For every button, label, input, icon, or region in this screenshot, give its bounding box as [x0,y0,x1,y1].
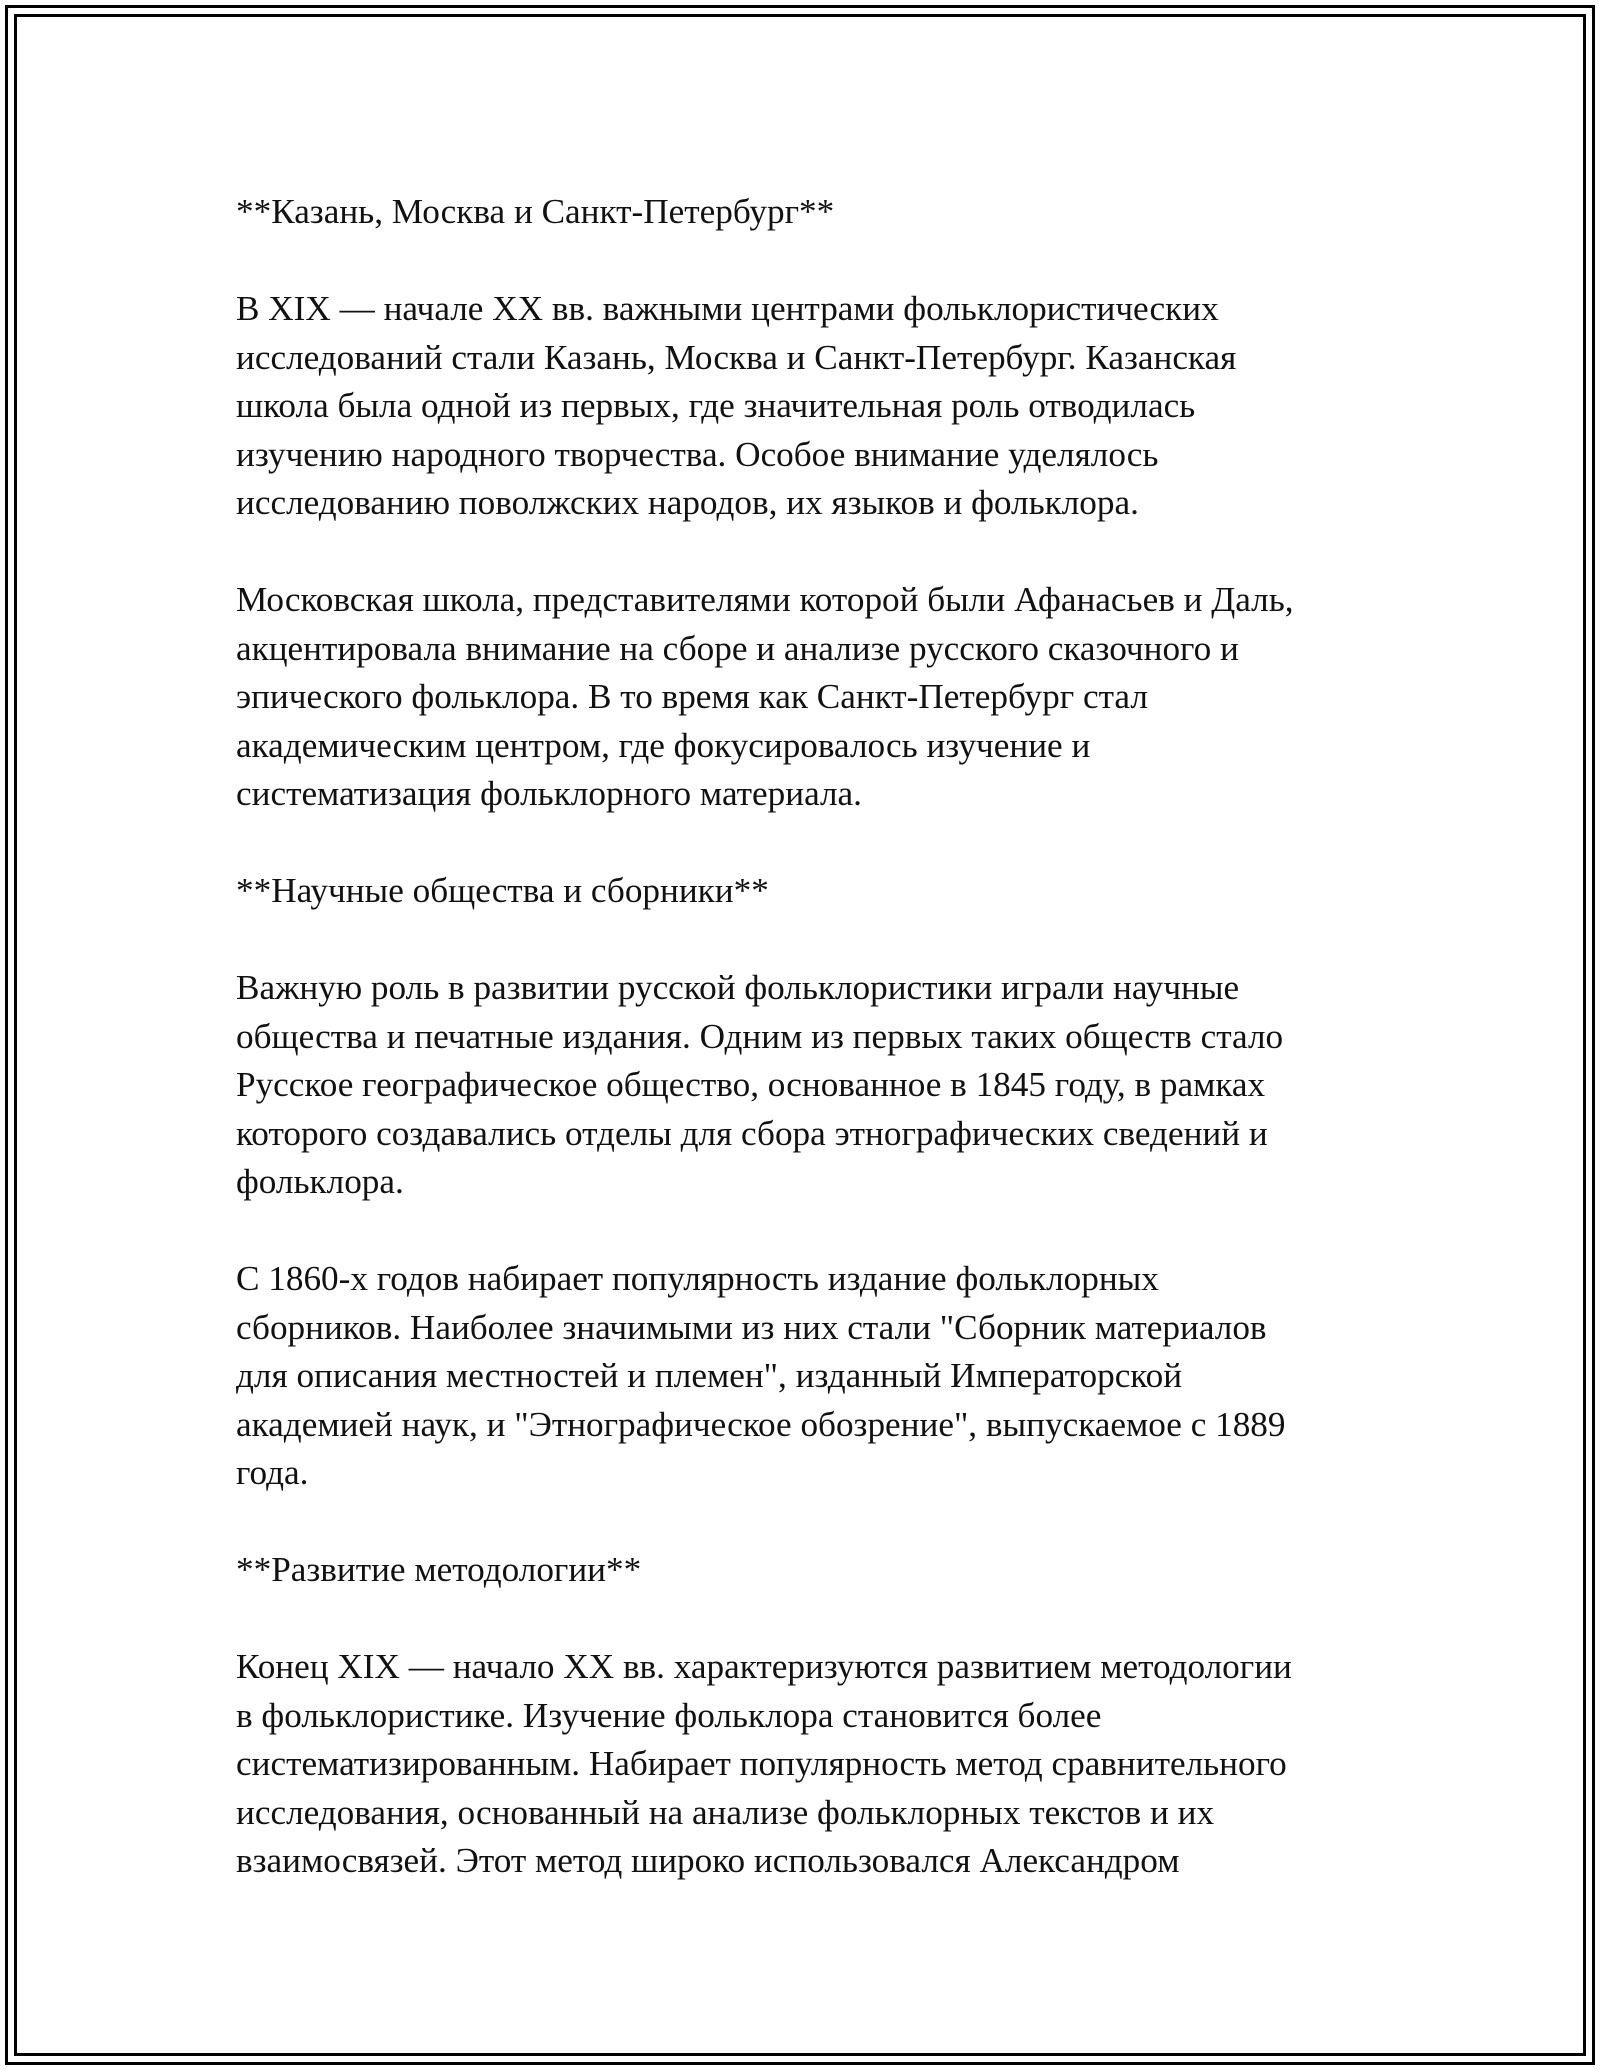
text-line: акцентировала внимание на сборе и анализе русского сказочного и [236,628,1239,668]
heading-line: **Развитие методологии** [236,1550,642,1589]
text-line: С 1860-х годов набирает популярность издание фольклорных [236,1259,1159,1298]
paragraph-gap [236,1498,1406,1547]
text-line: систематизация фольклорного материала. [236,774,862,813]
paragraph-gap [236,1595,1406,1644]
text-line: сборников. Наиболее значимыми из них стали "Сборник материалов [236,1307,1267,1347]
text-line: для описания местностей и племен", изданный Императорской [236,1356,1183,1395]
text-line: исследований стали Казань, Москва и Санкт-Петербург. Казанская [236,337,1237,377]
text-line: Русское географическое общество, основанное в 1845 году, в рамках [236,1065,1266,1104]
text-line: исследованию поволжских народов, их языков и фольклора. [236,483,1139,522]
text-line: Конец XIX — начало XX вв. характеризуются развитием методологии [236,1647,1292,1686]
paragraph-gap [236,237,1406,286]
section-heading [236,188,1406,237]
text-line: исследования, основанный на анализе фольклорных текстов и их [236,1792,1215,1832]
text-line: в фольклористике. Изучение фольклора становится более [236,1695,1102,1735]
paragraph [236,576,1406,819]
text-line: Московская школа, представителями которой были Афанасьев и Даль, [236,580,1294,619]
paragraph-gap [236,819,1406,868]
text-line: академическим центром, где фокусировалось изучение и [236,725,1091,765]
paragraph [236,285,1406,528]
section-heading [236,867,1406,916]
paragraph-gap [236,1207,1406,1256]
text-line: эпического фольклора. В то время как Санкт-Петербург стал [236,677,1148,716]
heading-line: **Казань, Москва и Санкт-Петербург** [236,192,835,231]
text-line: В XIX — начале XX вв. важными центрами фольклористических [236,289,1219,328]
document-body [236,188,1406,1886]
text-line: которого создавались отделы для сбора этнографических сведений и [236,1113,1268,1153]
paragraph [236,964,1406,1207]
paragraph-gap [236,528,1406,577]
paragraph [236,1255,1406,1498]
section-heading [236,1546,1406,1595]
text-line: Важную роль в развитии русской фольклористики играли научные [236,968,1240,1007]
paragraph-gap [236,916,1406,965]
paragraph [236,1643,1406,1886]
text-line: общества и печатные издания. Одним из первых таких обществ стало [236,1016,1284,1056]
text-line: систематизированным. Набирает популярность метод сравнительного [236,1744,1287,1783]
text-line: изучению народного творчества. Особое внимание уделялось [236,434,1159,474]
text-line: академией наук, и "Этнографическое обозрение", выпускаемое с 1889 [236,1404,1286,1444]
text-line: года. [236,1453,309,1492]
text-line: школа была одной из первых, где значительная роль отводилась [236,386,1196,425]
text-line: взаимосвязей. Этот метод широко использовался Александром [236,1841,1180,1880]
heading-line: **Научные общества и сборники** [236,871,769,910]
text-line: фольклора. [236,1162,404,1201]
